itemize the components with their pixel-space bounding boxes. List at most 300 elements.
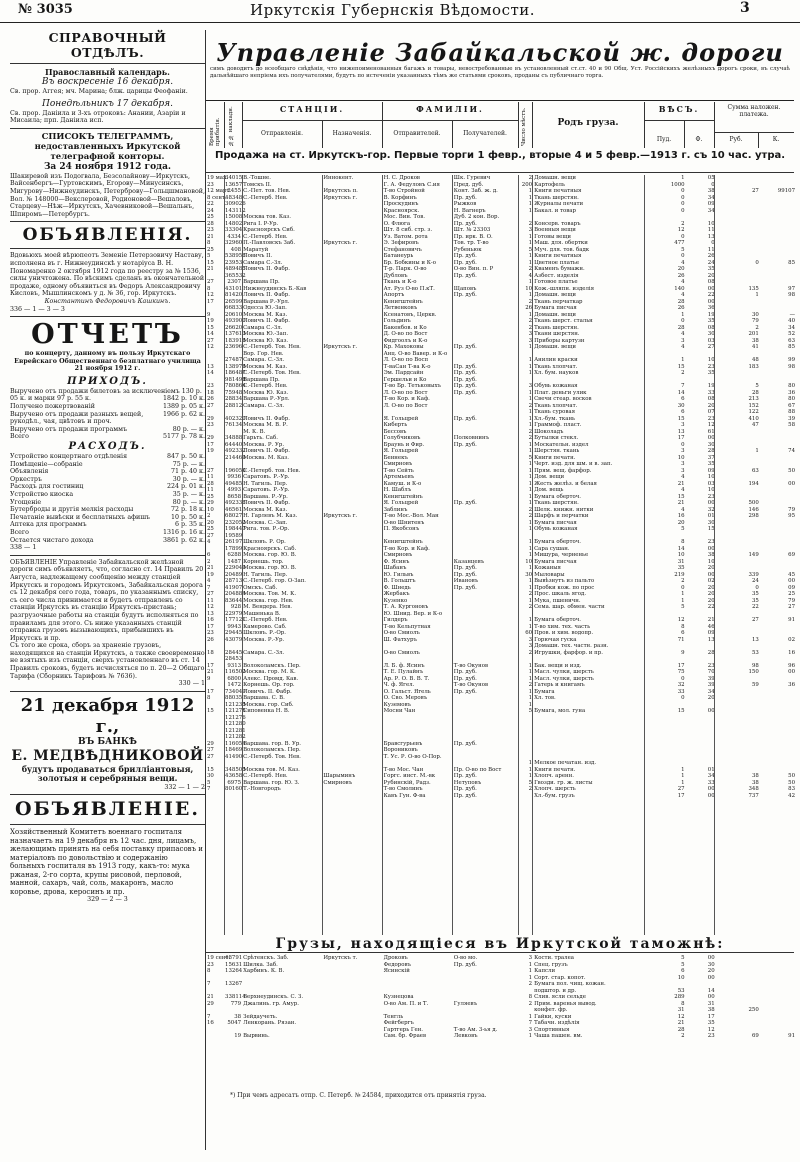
table-cell: 2: [528, 682, 533, 688]
table-cell: Пр. дуб.: [453, 773, 477, 779]
table-cell: 1: [528, 1013, 533, 1020]
ledger-label: Помѣщенiе—собранiе: [10, 460, 83, 468]
table-cell: 6800: [227, 675, 242, 682]
ledger-label: Печатанiе вывѣски и бесплатныхъ афишъ: [10, 513, 151, 521]
table-cell: 1: [528, 422, 533, 428]
table-cell: Иркутскъ г.: [323, 194, 358, 201]
table-cell: Пр. дуб.: [453, 376, 477, 383]
table-cell: 00: [707, 500, 715, 506]
table-cell: 79: [788, 597, 795, 604]
table-cell: 1: [528, 597, 533, 604]
header-places: Число мѣстъ.: [521, 107, 527, 146]
table-cell: 50: [788, 773, 795, 779]
rashod-ledger: [10, 453, 205, 544]
table-cell: 66833: [225, 305, 243, 311]
table-cell: 83: [788, 786, 795, 792]
ledger-label: Бутерброды и другія мелкія расходы: [10, 506, 134, 514]
table-cell: 7: [207, 981, 211, 987]
table-cell: 3: [528, 643, 533, 649]
table-cell: 20: [677, 266, 685, 272]
table-cell: 19: [234, 1033, 242, 1039]
table-cell: 12: [207, 292, 214, 298]
table-cell: 23: [707, 662, 715, 669]
table-cell: 5047: [227, 1020, 242, 1026]
table-cell: Гершельи и Ко: [383, 376, 427, 383]
table-cell: 25: [207, 246, 214, 253]
table-cell: Пр. дуб.: [453, 441, 477, 448]
table-cell: 36: [788, 682, 795, 688]
table-cell: 39: [788, 415, 795, 422]
ledger-value: 1966 р. 62 к.: [162, 410, 205, 418]
table-cell: Пр. дуб.: [453, 370, 477, 376]
table-cell: 00: [707, 786, 715, 792]
table-cell: Иркутскъ г.: [323, 513, 358, 519]
table-cell: 12: [707, 1026, 715, 1033]
table-cell: 35: [751, 597, 759, 604]
table-cell: 14: [677, 545, 685, 552]
table-cell: С.-Петерб. Нев.: [243, 773, 288, 779]
table-cell: 27: [751, 617, 759, 623]
ledger-value: 35 р. — к.: [172, 491, 205, 498]
table-cell: 3: [528, 383, 533, 389]
table-cell: 99107: [777, 188, 795, 194]
table-cell: Проскудинъ: [383, 201, 419, 207]
ledger-row: [10, 433, 205, 441]
table-cell: Ловичъ. II. Фабр.: [243, 688, 292, 695]
table-cell: Москва. гор. М. К.: [243, 669, 296, 675]
table-cell: 2: [528, 513, 533, 519]
table-cell: 23: [707, 493, 715, 500]
table-cell: 28: [207, 220, 214, 227]
ledger-row: [10, 537, 205, 545]
table-cell: Я. Гольцрей: [383, 500, 419, 506]
table-cell: Тенгль: [383, 1013, 404, 1020]
table-cell: 2: [755, 324, 759, 331]
table-cell: 200: [521, 181, 533, 188]
table-cell: Москва. Р. Ур.: [243, 441, 285, 448]
table-cell: 34: [788, 324, 795, 331]
header-names: ФАМИЛІИ.: [416, 104, 484, 114]
table-cell: 500: [748, 500, 759, 506]
table-cell: 7: [207, 1013, 211, 1020]
table-cell: 09: [788, 584, 795, 591]
table-cell: 1: [681, 591, 685, 597]
table-cell: 121275: [225, 708, 246, 714]
table-cell: 121280: [225, 721, 246, 727]
table-cell: С.-Петерб. гор. О-Зап.: [243, 578, 307, 584]
table-cell: 146: [748, 506, 759, 513]
ledger-value: 847 р. 50 к.: [166, 453, 205, 461]
table-cell: 28713: [225, 578, 243, 584]
table-cell: Картофель: [534, 181, 565, 188]
table-cell: 11: [207, 597, 214, 604]
table-cell: 5: [755, 383, 759, 389]
table-cell: С.-Пет. тов. Нев.: [243, 188, 291, 194]
table-cell: 229049: [225, 565, 246, 571]
ledger-row: [10, 426, 205, 434]
table-cell: 3: [681, 448, 685, 454]
table-cell: 1: [528, 961, 533, 968]
table-cell: 339: [748, 571, 759, 578]
table-cell: 9: [681, 649, 685, 656]
table-cell: С.-Петерб. Нев.: [243, 383, 288, 389]
ledger-row: [10, 468, 205, 476]
railway-notice: ОБЪЯВЛЕНIЕ Управленiе Забайкальской желѣзной дороги симъ объявляетъ, что, согласно ст. 14 Правилъ 20 Августа, надлежащему сообщенiю между станцiей Иркутскъ и городомъ Иркутскомъ, Забайкальская дорога съ 12 декабря сего года, товаръ, по указаннымъ списку, съ сего числа принимается и будетъ отправленъ со станцiи Иркутскъ въ станцiю Иркутскъ-пристань; разгрузочные работы на станцiи будутъ исполняться по правиламъ для этого. Съ ниже указанныхъ станцій отправка грузовъ вызывающихъ, прибывшихъ въ Иркутскъ и пр.: [10, 558, 204, 642]
table-cell: Варшава Р.-Урл.: [243, 298, 290, 305]
table-cell: Браунь и Фир.: [383, 441, 425, 448]
table-cell: 0: [711, 181, 715, 188]
table-cell: 32: [707, 506, 715, 513]
table-cell: 232052: [225, 519, 246, 526]
table-cell: 8: [207, 968, 211, 974]
table-cell: Ловичъ II. Фабр.: [243, 500, 290, 506]
header-sum: Сумма наложен. платежа.: [727, 104, 781, 118]
page-number-right: 3: [740, 0, 750, 16]
table-cell: 13: [207, 610, 214, 617]
table-cell: Москва М. Каз.: [243, 363, 288, 370]
table-cell: Т-во Сейть: [383, 467, 414, 474]
table-cell: Москва. Р.-Ур.: [243, 636, 285, 643]
table-cell: Пр. дуб.: [453, 961, 477, 968]
header-from: Отправленія.: [260, 130, 303, 137]
table-cell: Ткань шерст. стальн: [534, 318, 593, 324]
table-cell: 26: [677, 305, 685, 311]
table-cell: 183916: [225, 337, 246, 344]
table-cell: Шилка. Заб.: [243, 961, 278, 968]
table-cell: 23: [207, 383, 214, 389]
table-cell: 81420: [225, 292, 243, 298]
table-cell: 2: [528, 318, 533, 324]
table-cell: Хлопч. аренн.: [534, 773, 574, 779]
customs-heading: Грузы, находящiеся въ Иркутской таможнѣ:: [275, 936, 725, 952]
table-cell: 213: [748, 396, 759, 402]
ledger-value: 75 р. — к.: [172, 460, 205, 468]
ledger-value: 3861 р. 62 к.: [162, 536, 205, 544]
table-cell: 33: [707, 779, 715, 786]
table-cell: 20489: [225, 571, 243, 578]
table-cell: Сиповенка Н. В.: [243, 708, 290, 714]
monday-text: Св. прор. Даніила и 3-хъ отроковъ: Анании, Азаріи и Мисаила; прп. Даніила исп.: [10, 109, 186, 125]
table-cell: Военныя вещи: [534, 227, 576, 233]
table-cell: 35: [677, 565, 685, 571]
table-cell: Пр. дуб.: [453, 344, 477, 350]
header-sender: Отправителей.: [393, 130, 441, 137]
table-cell: 3: [681, 461, 685, 467]
table-cell: 121276: [225, 714, 246, 721]
table-cell: 23: [707, 363, 715, 370]
table-cell: Кавъ Гун. Ф-ва: [383, 792, 426, 799]
table-cell: Кенигштейнъ: [383, 493, 423, 500]
table-cell: 28453: [225, 656, 243, 662]
ledger-value: 1389 р. 05 к.: [162, 403, 205, 411]
table-cell: 17: [207, 441, 214, 448]
table-cell: 9936: [227, 474, 242, 480]
table-cell: 22: [707, 604, 715, 610]
table-cell: 1: [528, 539, 533, 545]
table-cell: 30: [525, 571, 533, 578]
table-cell: 09: [707, 630, 715, 636]
table-cell: 69: [788, 552, 795, 558]
table-cell: Свечи стеар. восков: [534, 396, 592, 402]
table-cell: Москва тов. Каз.: [243, 214, 291, 220]
table-cell: 8658: [227, 493, 242, 500]
table-cell: 20: [707, 695, 715, 701]
table-cell: 99: [788, 357, 795, 363]
table-cell: 0: [755, 584, 759, 591]
table-cell: Шк. Гуревич: [453, 175, 491, 181]
table-cell: 38: [707, 1007, 715, 1013]
calendar-heading: Православный календарь.: [45, 67, 170, 77]
table-cell: 22979: [225, 610, 243, 617]
table-cell: 3: [681, 422, 685, 428]
table-cell: 1: [528, 396, 533, 402]
table-cell: 45: [788, 571, 795, 578]
table-cell: 1: [681, 357, 685, 363]
ledger-label: 05 к. и марки 97 р. 55 к.: [10, 395, 91, 403]
table-cell: 05: [707, 175, 715, 181]
table-cell: Мос. Вин. Тов.: [383, 214, 425, 220]
ledger-value: 30 р. — к.: [172, 475, 205, 483]
table-cell: Гайки, куски: [534, 1013, 572, 1020]
ledger-value: 10 р. 50 к.: [171, 513, 205, 521]
newspaper-title: Иркутскiя Губернскiя Вѣдомости.: [250, 1, 536, 19]
table-cell: Л. Б. ф. Ясинъ: [383, 662, 425, 669]
table-cell: 143112: [225, 207, 246, 214]
table-cell: Москва. гор. Ю. В.: [243, 565, 297, 571]
table-cell: Бутылки стекл.: [534, 435, 579, 441]
header-funt: Ф.: [695, 136, 703, 143]
table-cell: 8: [681, 623, 685, 630]
table-cell: 4: [207, 578, 211, 584]
table-cell: 2: [528, 428, 533, 435]
table-cell: 80: [788, 383, 795, 389]
table-cell: 76134: [225, 422, 243, 428]
table-cell: Т-во Кор. и Каф.: [383, 396, 430, 402]
table-cell: 38: [751, 337, 759, 344]
table-cell: Ф. Шнедь: [383, 584, 411, 591]
table-cell: Шарфъ и перчатки: [534, 513, 589, 519]
table-cell: 1: [528, 695, 533, 701]
table-cell: Г. А. Федуловъ С.ия: [383, 181, 440, 188]
table-cell: Рыжков: [453, 201, 477, 207]
table-cell: Пров. и хим. водопр.: [534, 630, 594, 636]
table-cell: Одесса Ю.-Зап.: [243, 305, 287, 311]
table-cell: 4: [681, 344, 685, 350]
ledger-value: 71 р. 40 к.: [171, 468, 205, 476]
table-cell: 2: [528, 981, 533, 987]
railway-title: Управленiе Забайкальской ж. дороги: [216, 38, 784, 67]
table-cell: Книги печатн.: [534, 766, 576, 773]
table-cell: 3: [528, 227, 533, 233]
table-cell: Т. А. Кургоновъ: [383, 604, 429, 610]
table-cell: 5: [207, 779, 211, 786]
table-cell: Левковъ: [453, 1033, 478, 1039]
table-cell: 24: [751, 578, 759, 584]
table-cell: 23696: [225, 344, 243, 350]
bank-label: ВЪ БАНКѢ: [78, 736, 137, 747]
table-cell: Маратуй: [243, 246, 269, 253]
ledger-row: [10, 461, 205, 469]
table-cell: Кенигштейнъ: [383, 298, 423, 305]
table-cell: 98: [788, 292, 795, 298]
table-cell: 24: [207, 207, 214, 214]
table-cell: 0: [681, 253, 685, 259]
table-cell: 01: [707, 766, 715, 773]
table-cell: Мишура, черненье: [534, 552, 589, 558]
header-pud: Пуд.: [656, 136, 672, 143]
table-cell: 779: [230, 1000, 242, 1007]
table-cell: 17: [707, 1013, 715, 1020]
table-cell: Апортъ: [383, 292, 405, 298]
table-cell: О-во Вин. п. Р: [453, 266, 494, 272]
table-cell: Нетуповъ: [453, 779, 482, 786]
table-cell: 7: [207, 584, 211, 591]
table-cell: 15: [207, 766, 214, 773]
table-cell: 3: [681, 337, 685, 344]
table-cell: Пр. дуб.: [453, 272, 477, 279]
table-cell: 28: [677, 298, 685, 305]
table-cell: 19589: [225, 532, 243, 539]
table-cell: 15: [677, 363, 685, 370]
table-cell: 0: [681, 207, 685, 214]
table-cell: Куземовъ: [383, 701, 411, 708]
table-cell: [322, 1033, 382, 1040]
table-cell: 20: [707, 591, 715, 597]
table-cell: 25: [207, 526, 214, 532]
table-cell: Харбинъ. К. В.: [243, 968, 285, 974]
table-cell: 2: [681, 578, 685, 584]
table-cell: 780864: [225, 383, 246, 389]
table-cell: 11: [207, 474, 214, 480]
table-cell: Бр. Бобкины и К-о: [383, 259, 436, 266]
table-cell: Томскъ II.: [243, 181, 272, 188]
table-cell: Ленкорань. Рязан.: [243, 1020, 297, 1026]
table-cell: Варшава Р.-Урл.: [243, 396, 290, 402]
table-cell: 2: [528, 402, 533, 409]
table-cell: Пред. дуб.: [453, 181, 484, 188]
table-cell: Корнешь. Ор. гор.: [243, 682, 295, 688]
table-cell: 30: [707, 331, 715, 337]
table-cell: 17: [677, 662, 685, 669]
table-cell: 5: [207, 253, 211, 259]
table-cell: 6: [681, 409, 685, 415]
table-cell: 98: [751, 662, 759, 669]
table-cell: 14: [207, 331, 214, 337]
table-cell: Шерстян. ткань: [534, 448, 580, 454]
table-cell: С.-Петерб. Тов. Нев.: [243, 753, 301, 760]
table-cell: 122: [748, 409, 759, 415]
table-cell: 28: [707, 448, 715, 454]
table-cell: 29: [207, 415, 214, 422]
ledger-row: [10, 403, 205, 411]
table-cell: 30: [677, 402, 685, 409]
table-cell: Я. Гольцрей: [383, 448, 419, 454]
table-cell: Конт. Заб. ж. д.: [453, 188, 498, 194]
table-cell: 20: [707, 402, 715, 409]
table-cell: Фидгоолъ и К-о: [383, 337, 428, 344]
ledger-row: [10, 506, 205, 514]
table-cell: Табачн. издѣлія: [534, 1020, 580, 1026]
table-cell: 16: [788, 649, 795, 656]
table-cell: 68027: [225, 513, 243, 519]
table-cell: Москва Ю. Каз.: [243, 389, 289, 396]
table-cell: 23: [207, 961, 214, 968]
table-cell: 1: [528, 188, 533, 194]
table-cell: Шкловъ. Р.-Ор.: [243, 630, 286, 636]
table-cell: Пр. дуб.: [453, 675, 477, 682]
table-cell: Т-во Ам. 3-ья д.: [453, 1026, 498, 1033]
table-cell: 4: [681, 259, 685, 266]
table-cell: 6975: [227, 779, 242, 786]
table-cell: 5: [681, 526, 685, 532]
table-cell: Т-во Кельпутная: [383, 623, 431, 630]
table-cell: Вывѣзнутъ из пальто: [534, 578, 595, 584]
table-cell: 0: [681, 584, 685, 591]
table-cell: 48348: [225, 194, 243, 201]
table-cell: 19: [207, 571, 214, 578]
table-cell: Артемьевъ: [383, 474, 415, 480]
table-cell: 19: [707, 311, 715, 318]
table-cell: 116502: [225, 669, 246, 675]
table-cell: 28445: [225, 649, 243, 656]
table-cell: Ат. Руз О-во П.кТ.: [383, 285, 435, 292]
table-cell: О-во Смиолъ: [383, 649, 420, 656]
table-cell: 1: [528, 617, 533, 623]
table-cell: Рубеньюк: [453, 246, 482, 253]
ledger-row: [10, 395, 205, 403]
table-cell: Варшава Пр.: [243, 279, 280, 285]
unclaimed-cargo-table: [206, 175, 796, 799]
table-cell: 121235: [225, 701, 246, 708]
table-cell: 71: [677, 636, 685, 643]
table-cell: 13: [751, 636, 759, 643]
table-cell: 14802: [225, 220, 243, 227]
table-cell: 23: [207, 422, 214, 428]
table-cell: Ткань хлопчат.: [534, 402, 578, 409]
table-cell: Москва тов. М. Каз.: [243, 766, 300, 773]
table-cell: Книги печатн.: [534, 454, 576, 461]
table-cell: Вор. Гор. Нев.: [243, 350, 284, 357]
telegrams-heading: СПИСОКЪ ТЕЛЕГРАММЪ, недоставленныхъ Иркутской телеграфной конторы.: [34, 131, 181, 162]
table-cell: 88035: [225, 695, 243, 701]
table-cell: 28: [207, 480, 214, 487]
table-cell: 13264: [225, 968, 243, 974]
table-cell: Т-р. Парк. О-во: [383, 266, 427, 272]
table-cell: В.-Тошне.: [243, 175, 271, 181]
table-cell: 9313: [227, 662, 242, 669]
ledger-value: 80 р. — к.: [172, 498, 205, 506]
table-cell: 42: [788, 792, 795, 799]
table-cell: Т.-Новгородъ: [243, 786, 281, 792]
table-cell: Иркутскъ г.: [323, 240, 358, 246]
table-cell: 85: [788, 344, 795, 350]
table-cell: Хл.-бум. ткань: [534, 415, 575, 422]
table-cell: 2: [528, 298, 533, 305]
table-cell: О. Сво. Меровъ: [383, 695, 428, 701]
table-cell: 3: [681, 467, 685, 474]
table-cell: Самара. С.-Зл.: [243, 402, 285, 409]
table-row: [206, 1033, 796, 1040]
table-cell: Т-во Окунов: [453, 682, 489, 688]
table-cell: 40: [788, 318, 795, 324]
table-cell: 38: [707, 552, 715, 558]
table-cell: Пр. дуб.: [453, 786, 477, 792]
table-cell: 2: [528, 506, 533, 513]
table-cell: 196050: [225, 467, 246, 474]
header-rub: Руб.: [729, 136, 743, 143]
table-cell: Кузенко: [383, 597, 408, 604]
prihod-ledger: [10, 388, 205, 441]
